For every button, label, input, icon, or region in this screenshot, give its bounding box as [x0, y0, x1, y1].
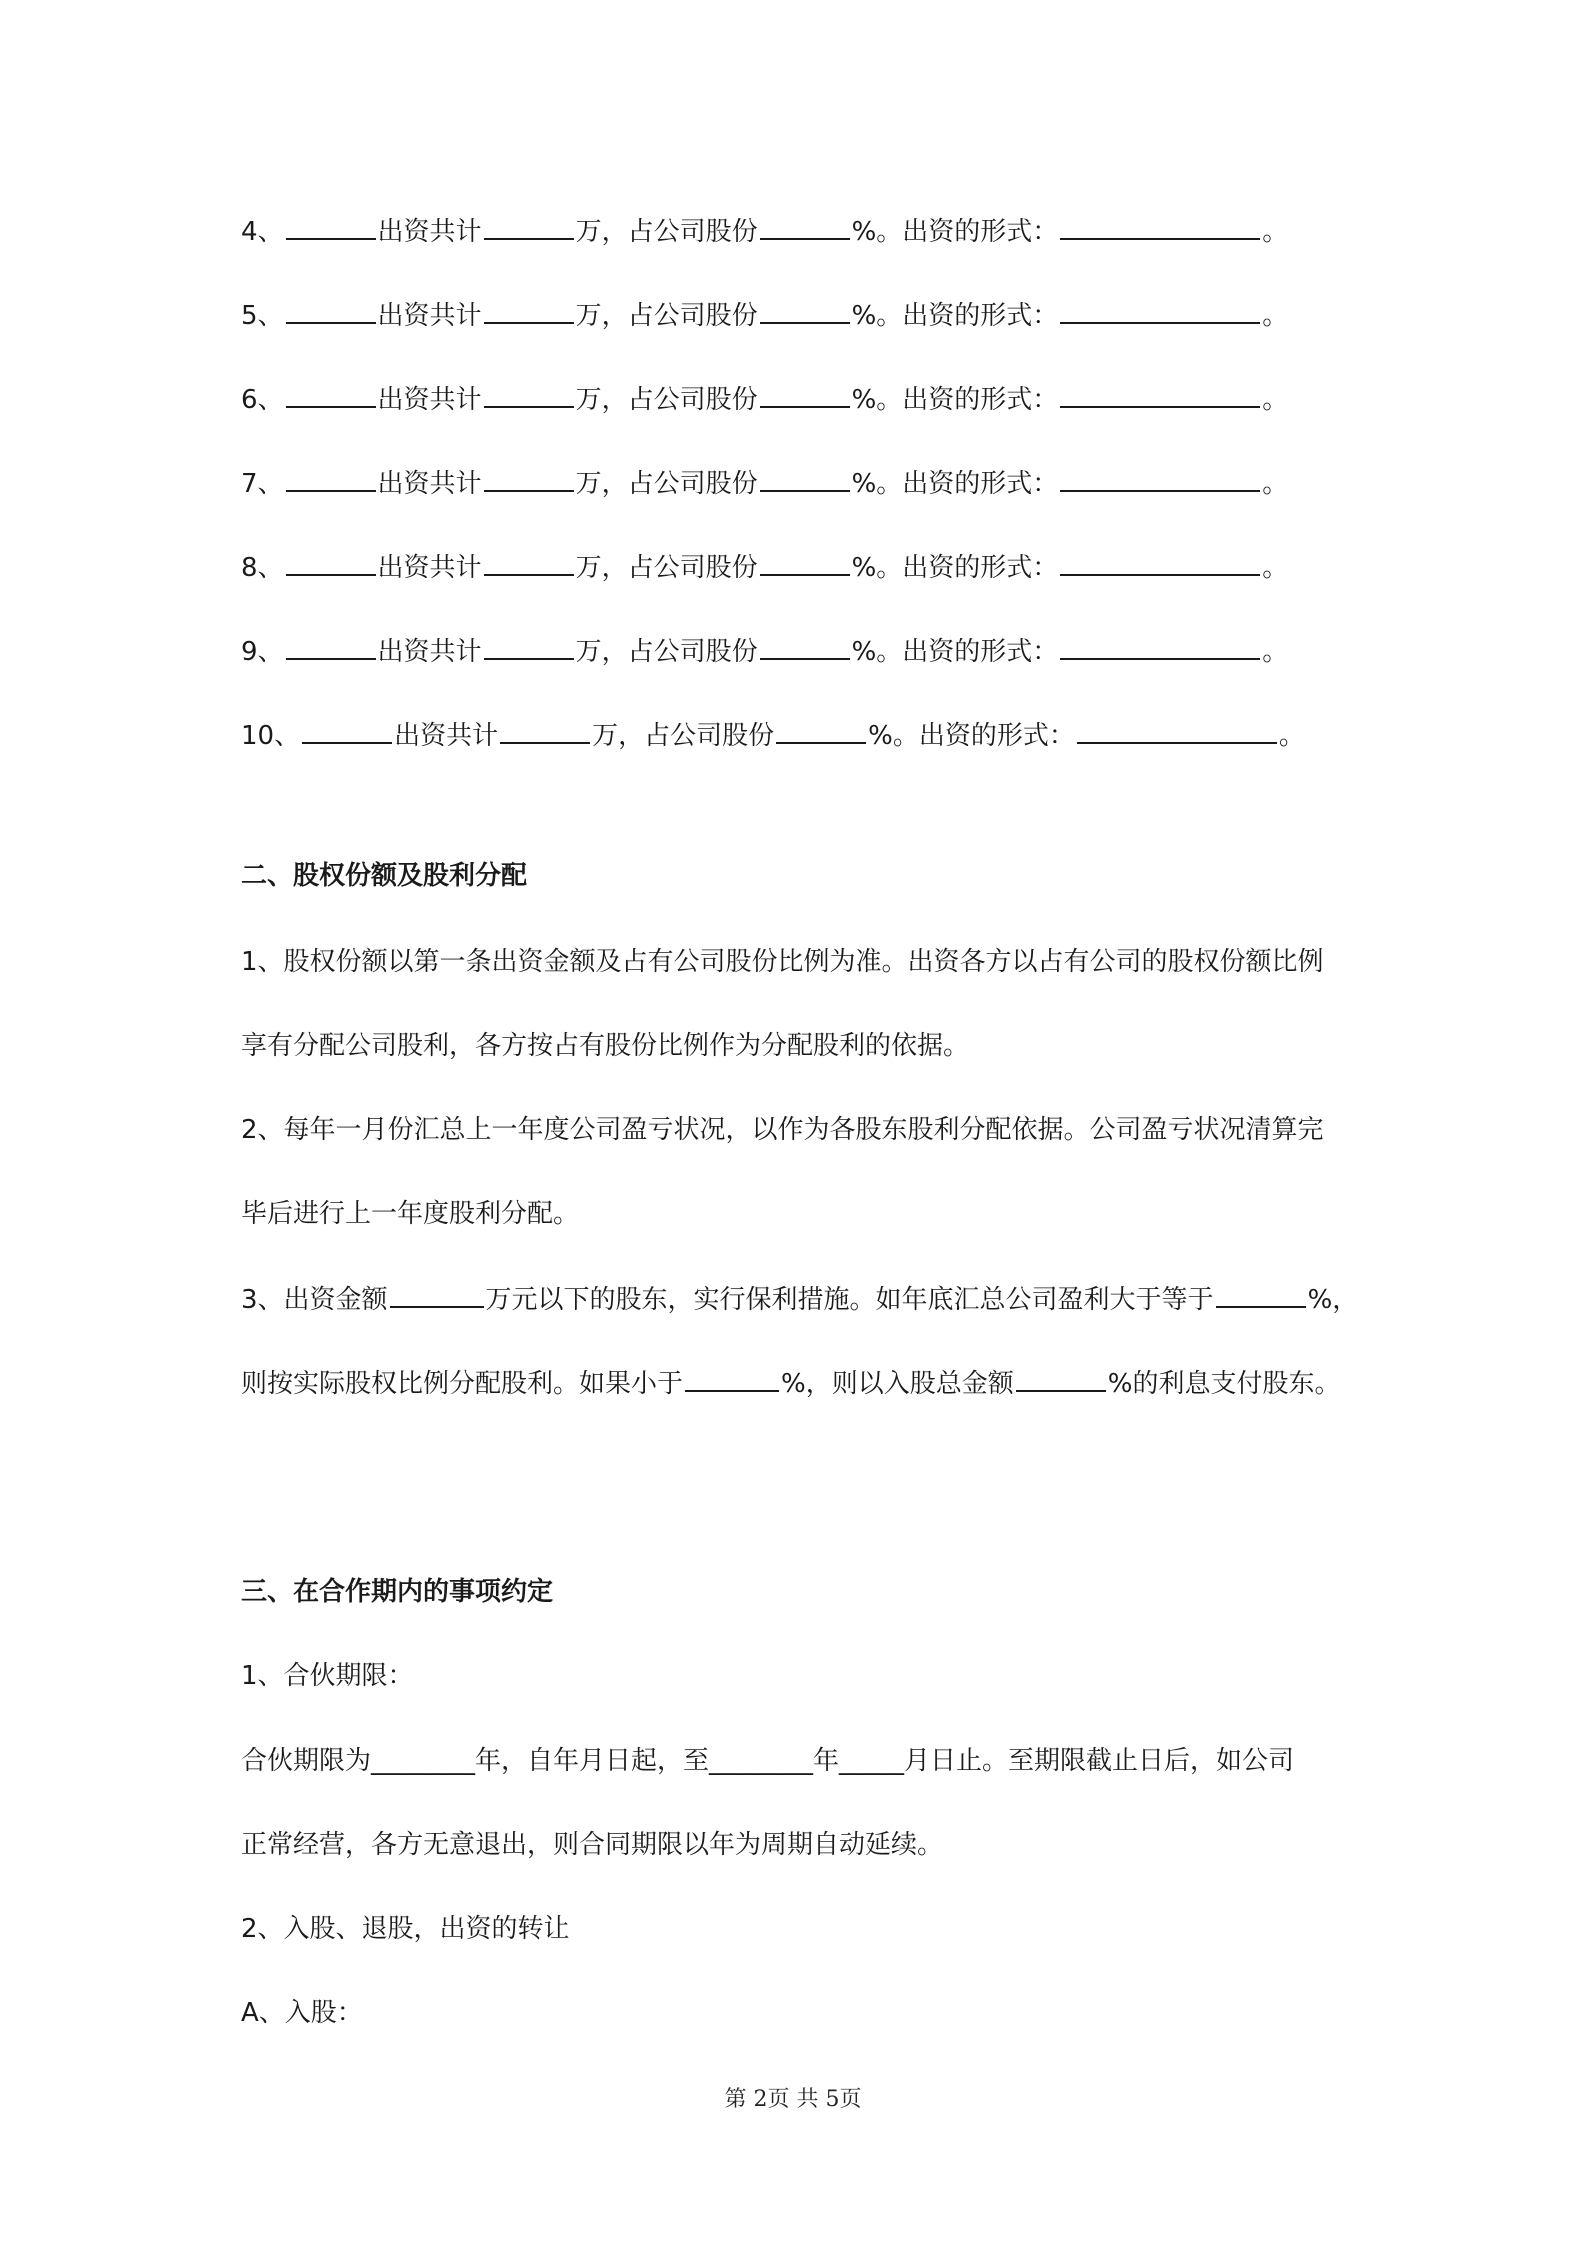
section2-p1-line1: 1、股权份额以第一条出资金额及占有公司股份比例为准。出资各方以占有公司的股权份额比例 [241, 947, 1324, 977]
section3-item1: 1、合伙期限： [241, 1661, 414, 1691]
contribution-form-blank [1060, 382, 1260, 408]
amount-blank [390, 1282, 484, 1308]
amount-blank [484, 466, 574, 492]
section2-p3-line1 [241, 1282, 1358, 1316]
row-text-2: 万，占公司股份 [575, 637, 758, 667]
row-text-2: 万，占公司股份 [575, 385, 758, 415]
row-text-3: %。出资的形式： [851, 469, 1059, 499]
amount-blank [500, 718, 590, 744]
section3-item2: 2、入股、退股，出资的转让 [241, 1914, 570, 1944]
contribution-form-blank [1060, 466, 1260, 492]
share-percent-blank [776, 718, 866, 744]
less-than-blank [685, 1366, 779, 1392]
contribution-row [241, 718, 1305, 752]
p3-text-a: 3、出资金额 [241, 1285, 388, 1315]
shareholder-blank [286, 214, 376, 240]
row-number: 6、 [241, 385, 284, 415]
row-number: 10、 [241, 721, 301, 751]
shareholder-blank [286, 466, 376, 492]
section2-p2-line1: 2、每年一月份汇总上一年度公司盈亏状况，以作为各股东股利分配依据。公司盈亏状况清算完 [241, 1115, 1324, 1145]
amount-blank [484, 214, 574, 240]
amount-blank [484, 298, 574, 324]
section2-p1-line2: 享有分配公司股利，各方按占有股份比例作为分配股利的依据。 [241, 1031, 970, 1061]
row-text-1: 出资共计 [377, 217, 482, 247]
share-percent-blank [760, 214, 850, 240]
section2-p3-line2 [241, 1366, 1340, 1400]
row-text-4: 。 [1262, 469, 1289, 499]
contribution-row [241, 214, 1288, 248]
row-text-1: 出资共计 [394, 721, 499, 751]
contribution-form-blank [1077, 718, 1277, 744]
p3-text-f: %的利息支付股东。 [1107, 1369, 1341, 1399]
row-text-1: 出资共计 [377, 553, 482, 583]
row-number: 8、 [241, 553, 284, 583]
contribution-form-blank [1060, 298, 1260, 324]
row-text-4: 。 [1262, 301, 1289, 331]
row-number: 9、 [241, 637, 284, 667]
row-text-3: %。出资的形式： [851, 385, 1059, 415]
row-number: 4、 [241, 217, 284, 247]
term-line1: 合伙期限为________年，自年月日起，至________年_____月日止。至期限截止日后，如公司 [241, 1746, 1295, 1776]
amount-blank [484, 382, 574, 408]
p3-text-e: %，则以入股总金额 [781, 1369, 1014, 1399]
contribution-row [241, 550, 1288, 584]
contribution-row [241, 298, 1288, 332]
contribution-form-blank [1060, 634, 1260, 660]
shareholder-blank [286, 634, 376, 660]
row-text-1: 出资共计 [377, 301, 482, 331]
amount-blank [484, 634, 574, 660]
row-text-2: 万，占公司股份 [575, 301, 758, 331]
shareholder-blank [286, 382, 376, 408]
row-text-3: %。出资的形式： [851, 637, 1059, 667]
page-footer: 第 2页 共 5页 [724, 2087, 862, 2112]
row-text-4: 。 [1262, 385, 1289, 415]
share-percent-blank [760, 550, 850, 576]
share-percent-blank [760, 634, 850, 660]
p3-text-b: 万元以下的股东，实行保利措施。如年底汇总公司盈利大于等于 [485, 1285, 1214, 1315]
contribution-row [241, 466, 1288, 500]
section3-heading: 三、在合作期内的事项约定 [241, 1577, 554, 1607]
contribution-form-blank [1060, 550, 1260, 576]
row-text-3: %。出资的形式： [851, 217, 1059, 247]
share-percent-blank [760, 466, 850, 492]
row-text-4: 。 [1262, 553, 1289, 583]
row-number: 5、 [241, 301, 284, 331]
section3-itemA: A、入股： [241, 1998, 363, 2028]
row-text-1: 出资共计 [377, 385, 482, 415]
row-text-2: 万，占公司股份 [592, 721, 775, 751]
section2-heading: 二、股权份额及股利分配 [241, 861, 528, 891]
row-text-4: 。 [1262, 217, 1289, 247]
contribution-form-blank [1060, 214, 1260, 240]
contribution-row [241, 382, 1288, 416]
share-percent-blank [760, 382, 850, 408]
row-text-3: %。出资的形式： [851, 301, 1059, 331]
row-text-1: 出资共计 [377, 469, 482, 499]
row-text-2: 万，占公司股份 [575, 553, 758, 583]
row-text-1: 出资共计 [377, 637, 482, 667]
row-text-4: 。 [1262, 637, 1289, 667]
shareholder-blank [286, 298, 376, 324]
shareholder-blank [302, 718, 392, 744]
p3-text-c: %， [1307, 1285, 1359, 1315]
row-text-2: 万，占公司股份 [575, 469, 758, 499]
amount-blank [484, 550, 574, 576]
profit-threshold-blank [1216, 1282, 1306, 1308]
section2-p2-line2: 毕后进行上一年度股利分配。 [241, 1199, 580, 1229]
row-number: 7、 [241, 469, 284, 499]
row-text-4: 。 [1278, 721, 1305, 751]
row-text-3: %。出资的形式： [851, 553, 1059, 583]
term-line2: 正常经营，各方无意退出，则合同期限以年为周期自动延续。 [241, 1830, 944, 1860]
shareholder-blank [286, 550, 376, 576]
share-percent-blank [760, 298, 850, 324]
row-text-3: %。出资的形式： [868, 721, 1075, 751]
interest-rate-blank [1016, 1366, 1106, 1392]
row-text-2: 万，占公司股份 [575, 217, 758, 247]
contribution-row [241, 634, 1288, 668]
p3-text-d: 则按实际股权比例分配股利。如果小于 [241, 1369, 684, 1399]
